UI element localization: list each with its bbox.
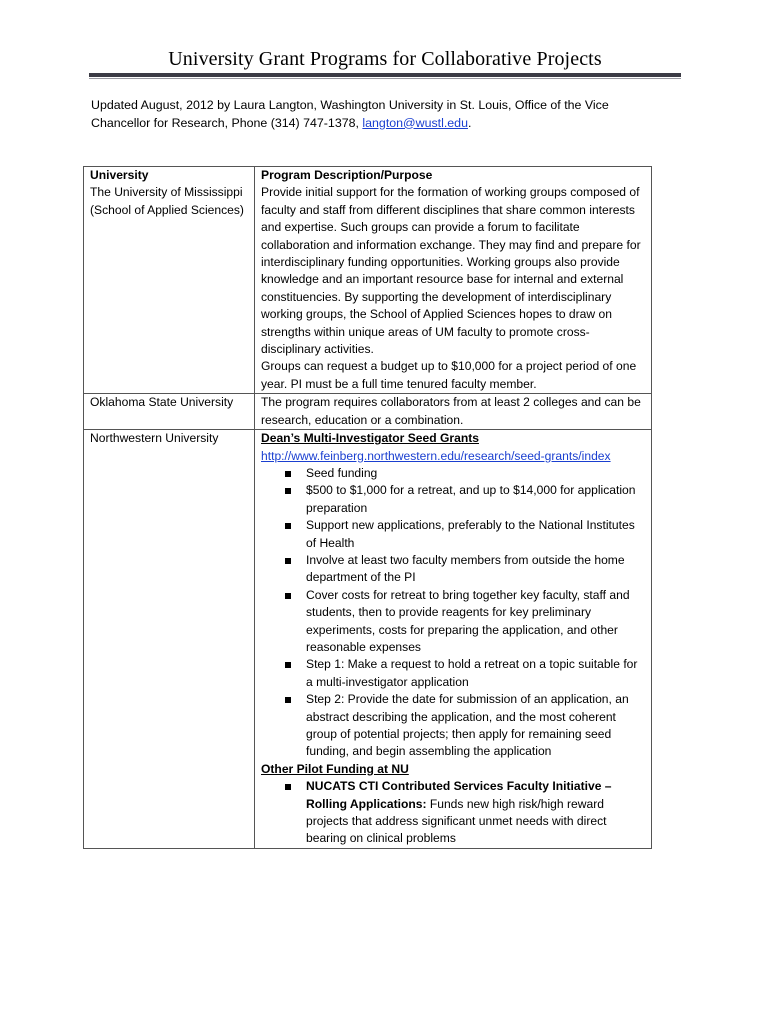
header-program: Program Description/Purpose <box>255 167 652 185</box>
list-item-text: Step 1: Make a request to hold a retreat on a topic suitable for a multi-investigator application <box>306 657 638 689</box>
list-item-text: Seed funding <box>306 465 378 480</box>
description-cell: The program requires collaborators from at least 2 colleges and can be research, education or a combination. <box>255 394 652 430</box>
square-bullet-icon <box>285 784 291 790</box>
square-bullet-icon <box>285 471 291 477</box>
pilot-item-title: NUCATS CTI Contributed Services Faculty Initiative – Rolling Applications: <box>306 779 612 811</box>
list-item <box>306 465 645 482</box>
university-cell: Oklahoma State University <box>84 394 255 430</box>
pilot-funding-list <box>261 778 645 848</box>
description-cell <box>255 430 652 849</box>
seed-grants-list <box>261 465 645 761</box>
description-budget: Groups can request a budget up to $10,000 for a project period of one year. PI must be a full time tenured faculty member. <box>261 359 637 391</box>
table-row <box>84 184 652 393</box>
square-bullet-icon <box>285 662 291 668</box>
list-item <box>306 482 645 517</box>
square-bullet-icon <box>285 697 291 703</box>
pilot-funding-heading: Other Pilot Funding at NU <box>261 761 409 776</box>
table-header-row <box>84 167 652 185</box>
list-item <box>306 778 645 848</box>
page-title: University Grant Programs for Collaborative Projects <box>168 48 602 70</box>
seed-grants-link[interactable]: http://www.feinberg.northwestern.edu/research/seed-grants/index <box>261 448 611 463</box>
list-item-text: Support new applications, preferably to the National Institutes of Health <box>306 518 635 550</box>
description-cell <box>255 184 652 393</box>
list-item-text: Involve at least two faculty members from outside the home department of the PI <box>306 552 625 585</box>
email-link[interactable]: langton@wustl.edu <box>362 115 468 130</box>
square-bullet-icon <box>285 488 291 494</box>
title-rule-thin <box>89 78 681 79</box>
grant-programs-table <box>83 166 652 849</box>
table-row <box>84 430 652 849</box>
university-cell: The University of Mississippi (School of Applied Sciences) <box>84 184 255 393</box>
list-item <box>306 587 645 657</box>
list-item <box>306 552 645 587</box>
list-item-text: Step 2: Provide the date for submission of an application, an abstract describing the application, and the most coherent group of potential projects; then apply for remaining seed funding, and begin assembling the application <box>306 692 629 759</box>
square-bullet-icon <box>285 593 291 599</box>
updated-end: . <box>467 115 472 130</box>
pilot-item-text: Funds new high risk/high reward projects that address significant unmet needs with direct bearing on clinical problems <box>306 796 607 846</box>
square-bullet-icon <box>285 523 291 529</box>
seed-grants-heading: Dean’s Multi-Investigator Seed Grants <box>261 431 479 446</box>
header-university: University <box>84 167 255 185</box>
list-item-text: Cover costs for retreat to bring together key faculty, staff and students, then to provide reagents for key preliminary experiments, costs for preparing the application, and other reasonable expenses <box>306 587 630 654</box>
title-rule <box>89 73 681 77</box>
description-text: Provide initial support for the formation of working groups composed of faculty and staff from different disciplines that share common interests and expertise. Such groups can provide a forum to facilitate collaboration and information exchange. They may find and prepare for interdisciplinary funding opportunities. Working groups also provide knowledge and an important resource base for internal and external constituencies. By supporting the development of interdisciplinary working groups, the School of Applied Sciences hopes to draw on strengths within unique areas of UM faculty to promote cross-disciplinary activities. <box>261 185 641 357</box>
university-cell: Northwestern University <box>84 430 255 849</box>
list-item <box>306 691 645 761</box>
square-bullet-icon <box>285 558 291 564</box>
list-item <box>306 656 645 691</box>
updated-note <box>91 97 661 132</box>
list-item-text: $500 to $1,000 for a retreat, and up to $14,000 for application preparation <box>306 483 636 515</box>
table-row <box>84 394 652 430</box>
updated-text: Updated August, 2012 by Laura Langton, Washington University in St. Louis, Office of the Vice Chancellor for Research, Phone (314) 747-1378, <box>91 98 609 130</box>
list-item <box>306 517 645 552</box>
